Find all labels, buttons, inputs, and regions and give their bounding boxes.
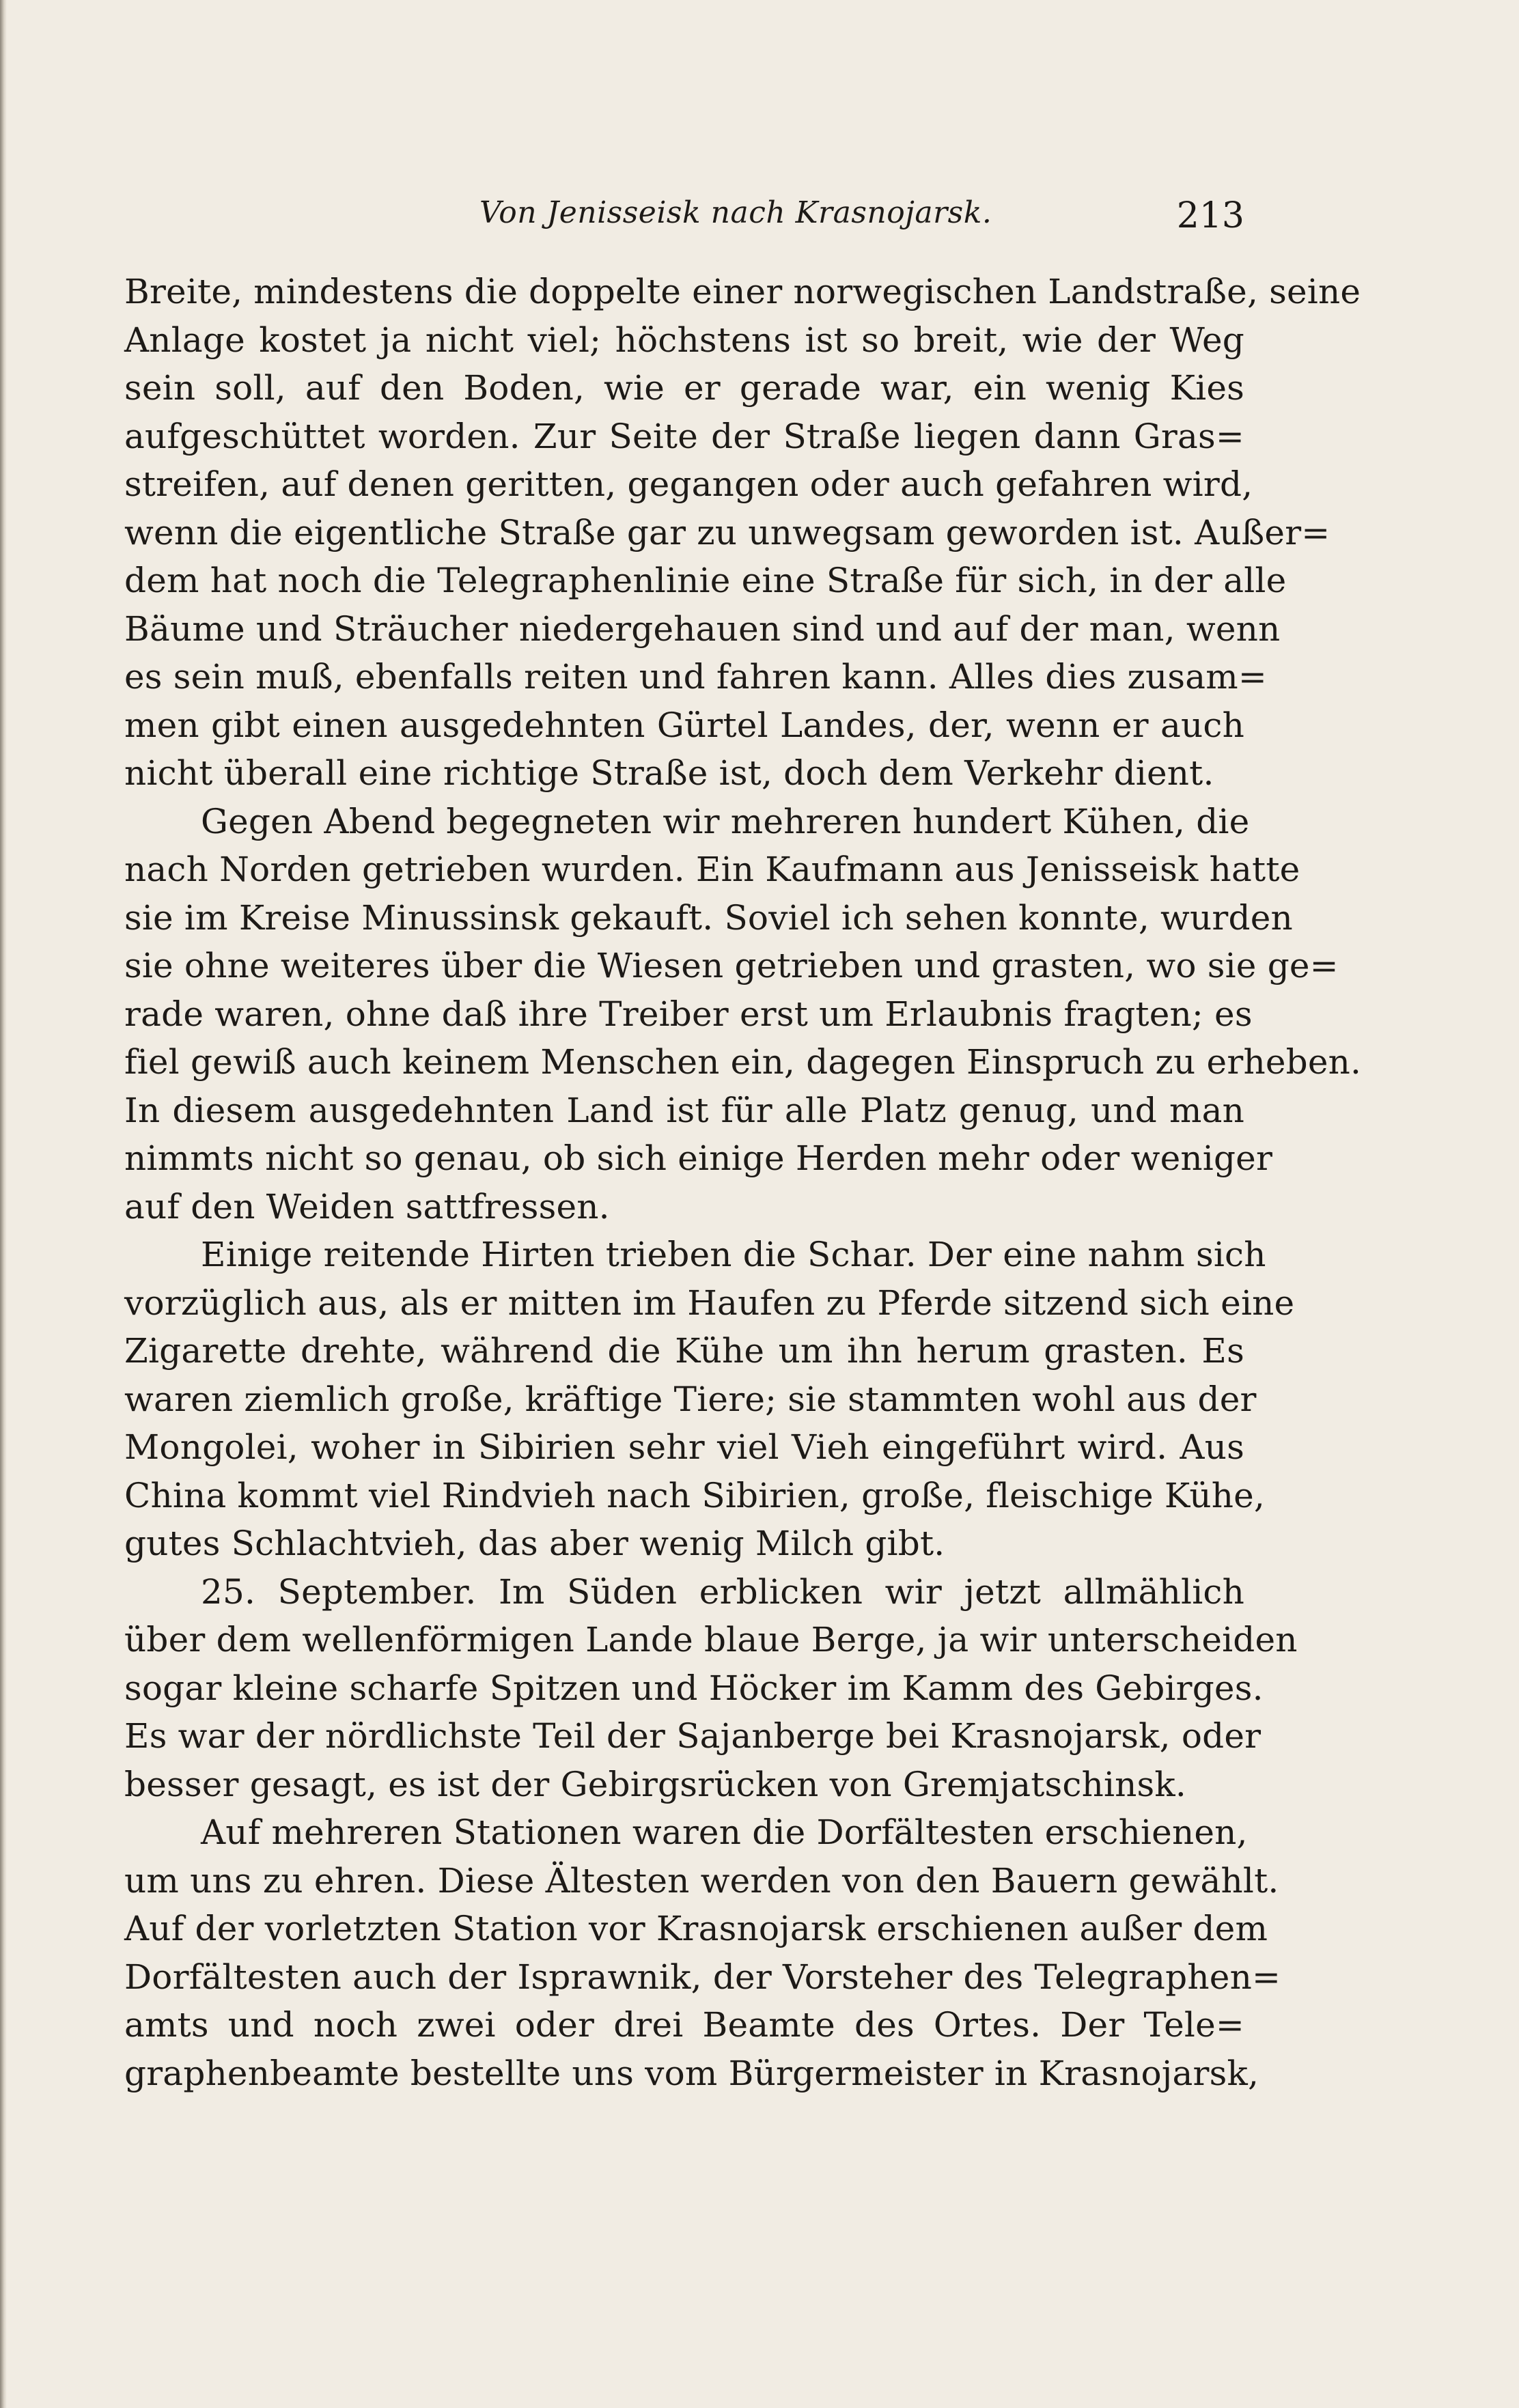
text-line: waren ziemlich große, kräftige Tiere; sie stammten wohl aus der xyxy=(124,1379,1257,1419)
text-line: nimmts nicht so genau, ob sich einige Herden mehr oder weniger xyxy=(124,1138,1273,1178)
text-line: Einige reitende Hirten trieben die Schar. Der eine nahm sich xyxy=(201,1235,1266,1274)
text-line: um uns zu ehren. Diese Ältesten werden von den Bauern gewählt. xyxy=(124,1860,1279,1901)
text-line: Bäume und Sträucher niedergehauen sind und auf der man, wenn xyxy=(124,608,1281,649)
text-line: Mongolei, woher in Sibirien sehr viel Vieh eingeführt wird. Aus xyxy=(124,1427,1244,1467)
text-line: graphenbeamte bestellte uns vom Bürgermeister in Krasnojarsk, xyxy=(124,2053,1259,2093)
text-line: nicht überall eine richtige Straße ist, doch dem Verkehr dient. xyxy=(124,753,1214,793)
text-line: rade waren, ohne daß ihre Treiber erst um Erlaubnis fragten; es xyxy=(124,994,1253,1034)
paragraph-5 xyxy=(124,1808,1281,2097)
text-line: nach Norden getrieben wurden. Ein Kaufmann aus Jenisseisk hatte xyxy=(124,850,1300,889)
page-edge xyxy=(0,0,7,2408)
text-line: gutes Schlachtvieh, das aber wenig Milch gibt. xyxy=(124,1524,945,1563)
text-line: Breite, mindestens die doppelte einer norwegischen Landstraße, seine xyxy=(124,272,1361,311)
text-line: sie im Kreise Minussinsk gekauft. Soviel ich sehen konnte, wurden xyxy=(124,897,1293,938)
text-line: wenn die eigentliche Straße gar zu unwegsam geworden ist. Außer= xyxy=(124,512,1330,552)
text-line: vorzüglich aus, als er mitten im Haufen zu Pferde sitzend sich eine xyxy=(124,1283,1295,1323)
text-line: China kommt viel Rindvieh nach Sibirien, große, fleischige Kühe, xyxy=(124,1475,1266,1515)
text-line: 25. September. Im Süden erblicken wir jetzt allmählich xyxy=(201,1571,1244,1612)
text-line: aufgeschüttet worden. Zur Seite der Straße liegen dann Gras= xyxy=(124,416,1244,456)
page-number: 213 xyxy=(1176,195,1244,236)
text-line: fiel gewiß auch keinem Menschen ein, dagegen Einspruch zu erheben. xyxy=(124,1042,1362,1082)
paragraph-3 xyxy=(124,1231,1295,1568)
text-line: es sein muß, ebenfalls reiten und fahren kann. Alles dies zusam= xyxy=(124,657,1267,697)
text-line: sein soll, auf den Boden, wie er gerade war, ein wenig Kies xyxy=(124,368,1244,408)
text-line: sie ohne weiteres über die Wiesen getrieben und grasten, wo sie ge= xyxy=(124,946,1339,985)
paragraph-1 xyxy=(124,268,1361,798)
text-line: besser gesagt, es ist der Gebirgsrücken von Gremjatschinsk. xyxy=(124,1764,1187,1804)
running-head xyxy=(124,186,1244,240)
paragraph-2 xyxy=(124,798,1362,1231)
text-line: auf den Weiden sattfressen. xyxy=(124,1186,610,1227)
text-line: men gibt einen ausgedehnten Gürtel Landes, der, wenn er auch xyxy=(124,705,1244,745)
paragraph-4 xyxy=(124,1568,1298,1809)
text-line: Auf der vorletzten Station vor Krasnojarsk erschienen außer dem xyxy=(124,1909,1268,1948)
running-title: Von Jenisseisk nach Krasnojarsk. xyxy=(479,195,992,230)
text-line: streifen, auf denen geritten, gegangen oder auch gefahren wird, xyxy=(124,464,1253,504)
text-line: über dem wellenförmigen Lande blaue Berge, ja wir unterscheiden xyxy=(124,1620,1298,1660)
text-line: Es war der nördlichste Teil der Sajanberge bei Krasnojarsk, oder xyxy=(124,1716,1262,1756)
text-line: dem hat noch die Telegraphenlinie eine Straße für sich, in der alle xyxy=(124,561,1287,600)
text-line: Zigarette drehte, während die Kühe um ihn herum grasten. Es xyxy=(124,1331,1244,1371)
text-line: Anlage kostet ja nicht viel; höchstens ist so breit, wie der Weg xyxy=(124,320,1244,360)
body-text xyxy=(124,268,1362,2097)
text-line: Dorfältesten auch der Isprawnik, der Vorsteher des Telegraphen= xyxy=(124,1957,1281,1997)
text-line: Auf mehreren Stationen waren die Dorfältesten erschienen, xyxy=(201,1812,1248,1852)
text-line: In diesem ausgedehnten Land ist für alle Platz genug, und man xyxy=(124,1090,1244,1130)
text-line: amts und noch zwei oder drei Beamte des Ortes. Der Tele= xyxy=(124,2005,1244,2045)
text-line: Gegen Abend begegneten wir mehreren hundert Kühen, die xyxy=(201,801,1250,841)
text-line: sogar kleine scharfe Spitzen und Höcker im Kamm des Gebirges. xyxy=(124,1668,1264,1708)
